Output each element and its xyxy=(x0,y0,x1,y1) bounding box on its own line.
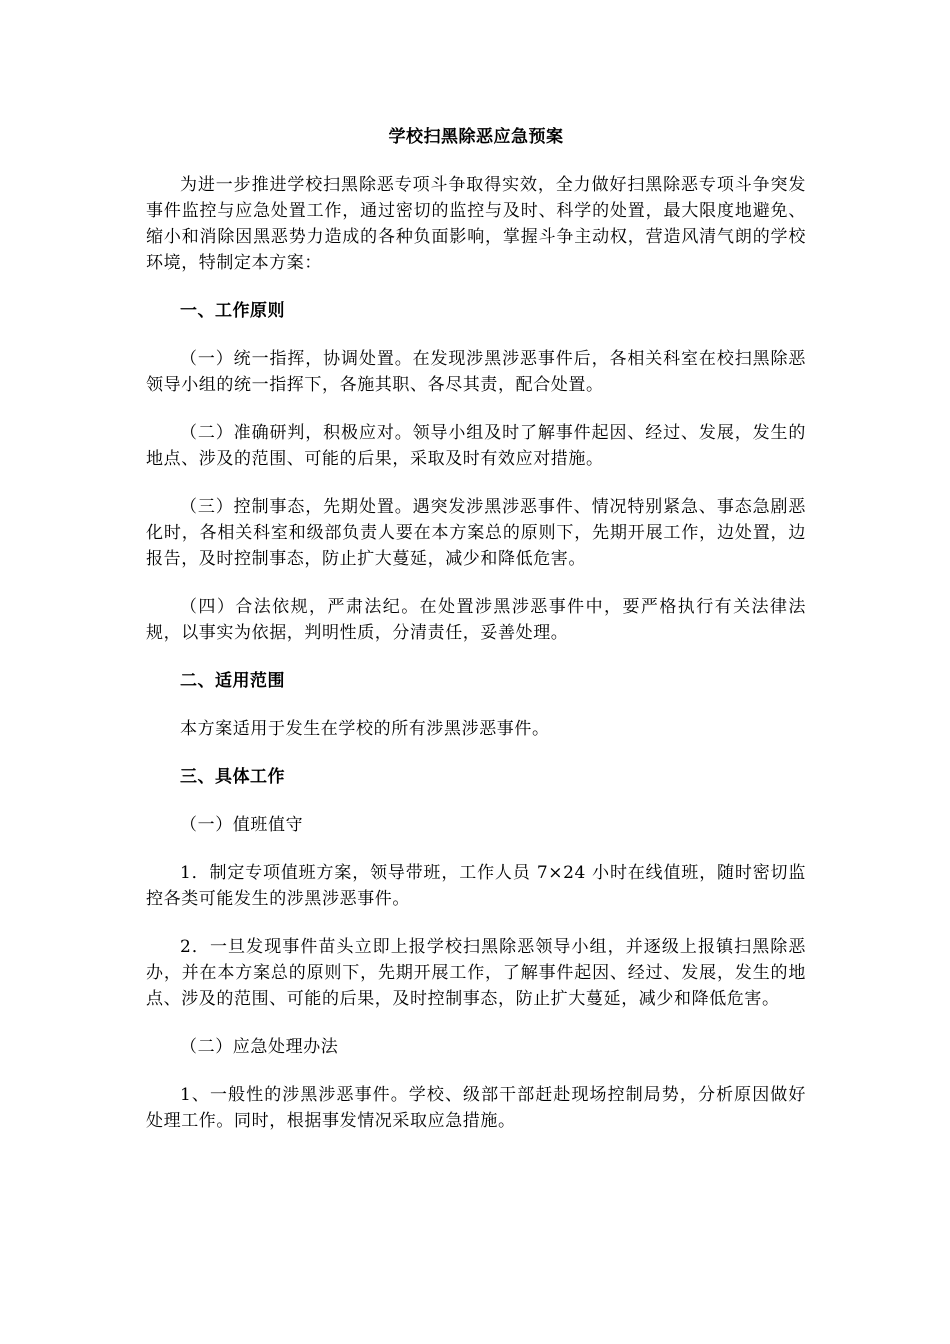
subsection-heading-emergency: （二）应急处理办法 xyxy=(180,1037,339,1057)
section-heading-scope: 二、适用范围 xyxy=(180,671,285,691)
emergency-item-1: 1、一般性的涉黑涉恶事件。学校、级部干部赶赴现场控制局势，分析原因做好处理工作。同时，根据事发情况采取应急措施。 xyxy=(146,1085,806,1131)
principle-item-4: （四）合法依规，严肃法纪。在处置涉黑涉恶事件中，要严格执行有关法律法规，以事实为依据，判明性质，分清责任，妥善处理。 xyxy=(146,597,806,643)
section-heading-principles: 一、工作原则 xyxy=(180,301,285,321)
subsection-heading-duty: （一）值班值守 xyxy=(180,815,304,835)
intro-paragraph: 为进一步推进学校扫黑除恶专项斗争取得实效，全力做好扫黑除恶专项斗争突发事件监控与应急处置工作，通过密切的监控与及时、科学的处置，最大限度地避免、缩小和消除因黑恶势力造成的各种负面影响，掌握斗争主动权，营造风清气朗的学校环境，特制定本方案： xyxy=(146,175,806,273)
principle-item-3: （三）控制事态，先期处置。遇突发涉黑涉恶事件、情况特别紧急、事态急剧恶化时，各相关科室和级部负责人要在本方案总的原则下，先期开展工作，边处置，边报告，及时控制事态，防止扩大蔓延，减少和降低危害。 xyxy=(146,497,806,569)
document-title: 学校扫黑除恶应急预案 xyxy=(388,127,564,147)
duty-item-2: 2．一旦发现事件苗头立即上报学校扫黑除恶领导小组，并逐级上报镇扫黑除恶办，并在本方案总的原则下，先期开展工作，了解事件起因、经过、发展，发生的地点、涉及的范围、可能的后果，及时控制事态，防止扩大蔓延，减少和降低危害。 xyxy=(146,937,806,1009)
document-body xyxy=(146,124,806,1156)
scope-paragraph: 本方案适用于发生在学校的所有涉黑涉恶事件。 xyxy=(180,719,550,739)
section-heading-tasks: 三、具体工作 xyxy=(180,767,285,787)
duty-item-1: 1．制定专项值班方案，领导带班，工作人员 7×24 小时在线值班，随时密切监控各类可能发生的涉黑涉恶事件。 xyxy=(146,863,806,909)
principle-item-2: （二）准确研判，积极应对。领导小组及时了解事件起因、经过、发展，发生的地点、涉及的范围、可能的后果，采取及时有效应对措施。 xyxy=(146,423,806,469)
principle-item-1: （一）统一指挥，协调处置。在发现涉黑涉恶事件后，各相关科室在校扫黑除恶领导小组的统一指挥下，各施其职、各尽其责，配合处置。 xyxy=(146,349,806,395)
